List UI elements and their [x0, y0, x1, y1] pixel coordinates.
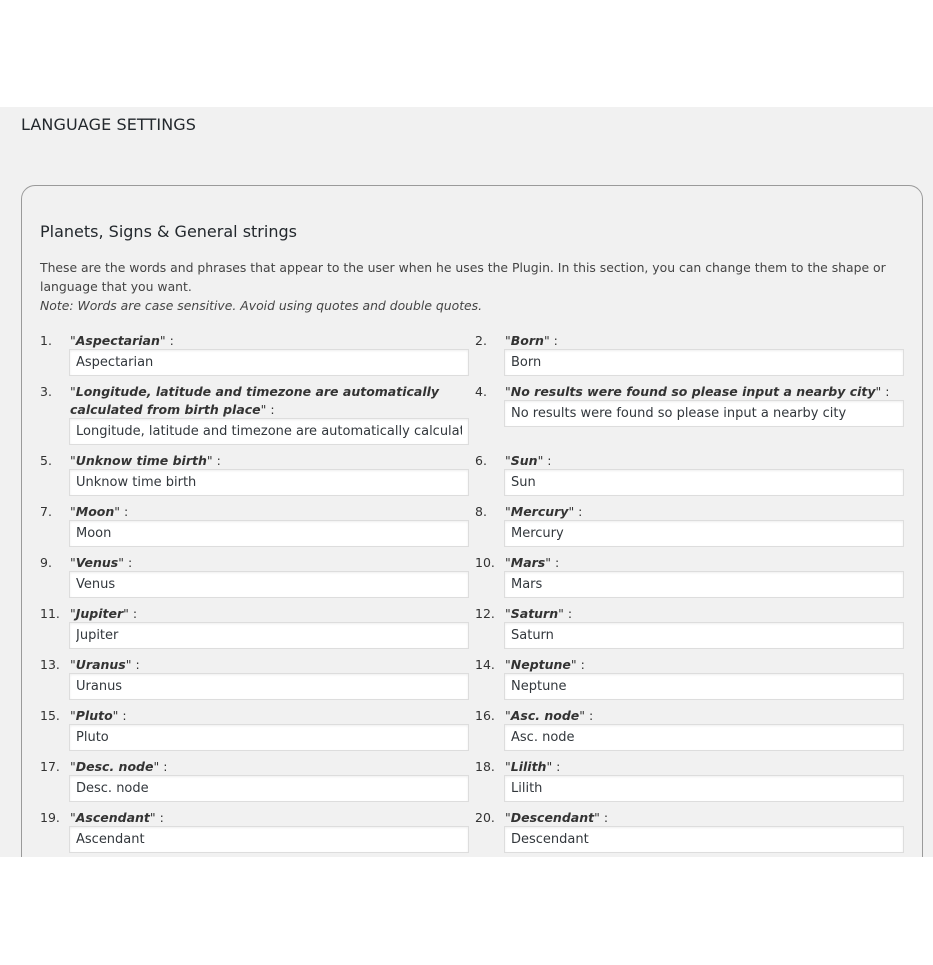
sun-input[interactable]	[504, 469, 904, 496]
section-description	[40, 258, 908, 315]
saturn-input[interactable]	[504, 622, 904, 649]
field-label: "Desc. node" :	[70, 759, 168, 774]
field-label: "Saturn" :	[505, 606, 573, 621]
field-label: "Born" :	[505, 333, 558, 348]
field-number: 9.	[40, 555, 52, 570]
moon-input[interactable]	[69, 520, 469, 547]
field-label: "Sun" :	[505, 453, 552, 468]
field-number: 13.	[40, 657, 60, 672]
field-number: 6.	[475, 453, 487, 468]
field-label: "Aspectarian" :	[70, 333, 174, 348]
venus-input[interactable]	[69, 571, 469, 598]
field-number: 11.	[40, 606, 60, 621]
description-text: These are the words and phrases that appear to the user when he uses the Plugin. In this section, you can change them to the shape or language that you want.	[40, 260, 886, 294]
description-note: Note: Words are case sensitive. Avoid using quotes and double quotes.	[40, 298, 483, 313]
field-label: "Moon" :	[70, 504, 129, 519]
descendant-input[interactable]	[504, 826, 904, 853]
settings-page	[0, 107, 933, 857]
asc-node-input[interactable]	[504, 724, 904, 751]
field-label: "Neptune" :	[505, 657, 585, 672]
field-label: "Asc. node" :	[505, 708, 594, 723]
field-number: 20.	[475, 810, 495, 825]
field-number: 14.	[475, 657, 495, 672]
field-number: 16.	[475, 708, 495, 723]
field-label: "No results were found so please input a nearby city" :	[505, 384, 890, 399]
field-number: 15.	[40, 708, 60, 723]
field-number: 5.	[40, 453, 52, 468]
jupiter-input[interactable]	[69, 622, 469, 649]
lilith-input[interactable]	[504, 775, 904, 802]
field-label: "Jupiter" :	[70, 606, 138, 621]
strings-panel	[21, 185, 923, 857]
field-number: 10.	[475, 555, 495, 570]
field-number: 7.	[40, 504, 52, 519]
mars-input[interactable]	[504, 571, 904, 598]
field-label: "Lilith" :	[505, 759, 561, 774]
born-input[interactable]	[504, 349, 904, 376]
field-label: "Ascendant" :	[70, 810, 164, 825]
field-label: "Descendant" :	[505, 810, 609, 825]
unknow-time-birth-input[interactable]	[69, 469, 469, 496]
field-number: 17.	[40, 759, 60, 774]
field-number: 1.	[40, 333, 52, 348]
page-title: LANGUAGE SETTINGS	[21, 115, 197, 134]
longitude-latitude-timezone-input[interactable]	[69, 418, 469, 445]
field-number: 12.	[475, 606, 495, 621]
desc-node-input[interactable]	[69, 775, 469, 802]
field-label: "Longitude, latitude and timezone are automatically calculated from birth place" :	[70, 384, 440, 417]
field-label: "Uranus" :	[70, 657, 140, 672]
field-number: 4.	[475, 384, 487, 399]
field-label: "Unknow time birth" :	[70, 453, 221, 468]
field-label: "Mars" :	[505, 555, 560, 570]
field-label: "Venus" :	[70, 555, 133, 570]
pluto-input[interactable]	[69, 724, 469, 751]
aspectarian-input[interactable]	[69, 349, 469, 376]
section-title: Planets, Signs & General strings	[40, 222, 297, 241]
neptune-input[interactable]	[504, 673, 904, 700]
ascendant-input[interactable]	[69, 826, 469, 853]
field-number: 19.	[40, 810, 60, 825]
no-results-input[interactable]	[504, 400, 904, 427]
field-label: "Pluto" :	[70, 708, 127, 723]
mercury-input[interactable]	[504, 520, 904, 547]
field-label: "Mercury" :	[505, 504, 583, 519]
uranus-input[interactable]	[69, 673, 469, 700]
field-number: 8.	[475, 504, 487, 519]
field-number: 3.	[40, 384, 52, 399]
field-number: 18.	[475, 759, 495, 774]
field-number: 2.	[475, 333, 487, 348]
